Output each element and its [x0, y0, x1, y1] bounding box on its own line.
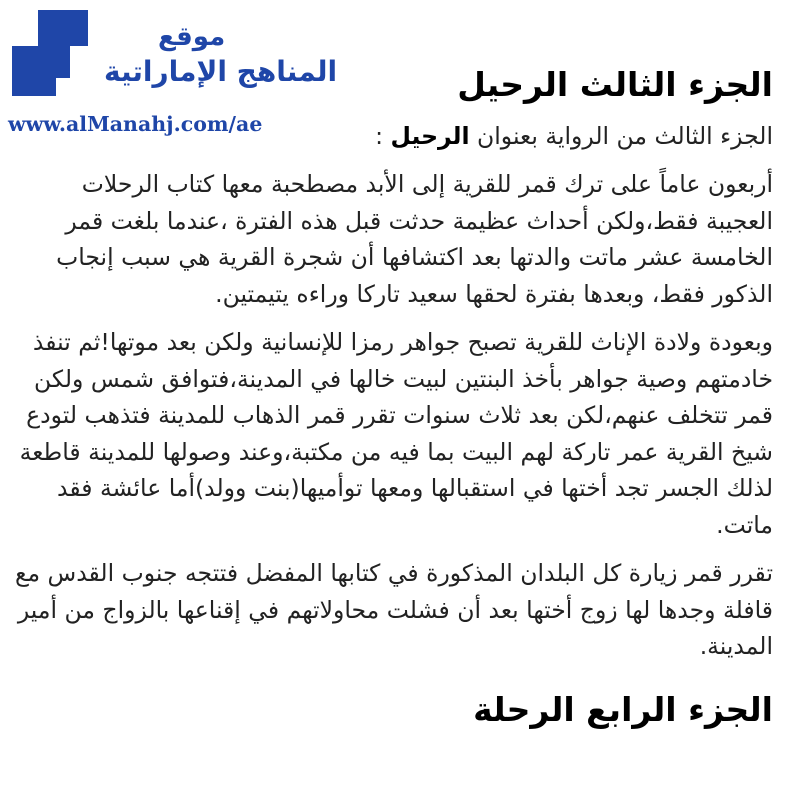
logo-url[interactable]: www.alManahj.com/ae [8, 112, 263, 136]
paragraph-2: وبعودة ولادة الإناث للقرية تصبح جواهر رمزا للإنسانية ولكن بعد موتها!ثم تنفذ خادمتهم وصية جواهر بأخذ البنتين لبيت خالها في المدينة،فتوافق شمس ولكن قمر تتخلف عنهم،لكن بعد ثلاث سنوات تقرر قمر الذهاب للمدينة فتذهب لتودع شيخ القرية عمر تاركة لهم البيت بما فيه من مكتبة،وعند وصولها للمدينة قاطعة لذلك الجسر تجد أختها في استقبالها ومعها توأميها(بنت وولد)أما عائشة فقد ماتت. [19, 328, 773, 539]
next-section-heading: الجزء الرابع الرحلة [473, 689, 773, 729]
article-content [8, 62, 773, 733]
intro-suffix: : [375, 122, 391, 150]
logo-site-name: المناهج الإماراتية [104, 55, 338, 88]
paragraph-1: أربعون عاماً على ترك قمر للقرية إلى الأبد مصطحبة معها كتاب الرحلات العجيبة فقط،ولكن أحداث عظيمة حدثت قبل هذه الفترة ،عندما بلغت قمر الخامسة عشر ماتت والدتها بعد اكتشافها أن شجرة القرية هي سبب إنجاب الذكور فقط، وبعدها بفترة لحقها سعيد تاركا وراءه يتيمتين. [56, 170, 773, 308]
intro-line [8, 118, 773, 154]
intro-text: الجزء الثالث من الرواية بعنوان [477, 122, 773, 150]
paragraph-3: تقرر قمر زيارة كل البلدان المذكورة في كتابها المفضل فتتجه جنوب القدس مع قافلة وجدها لها زوج أختها بعد أن فشلت محاولاتهم في إقناعها بالزواج من أمير المدينة. [14, 559, 773, 660]
section-heading: الجزء الثالث الرحيل [457, 65, 773, 104]
intro-title-bold: الرحيل [390, 122, 470, 150]
logo-site-word: موقع [158, 22, 226, 52]
